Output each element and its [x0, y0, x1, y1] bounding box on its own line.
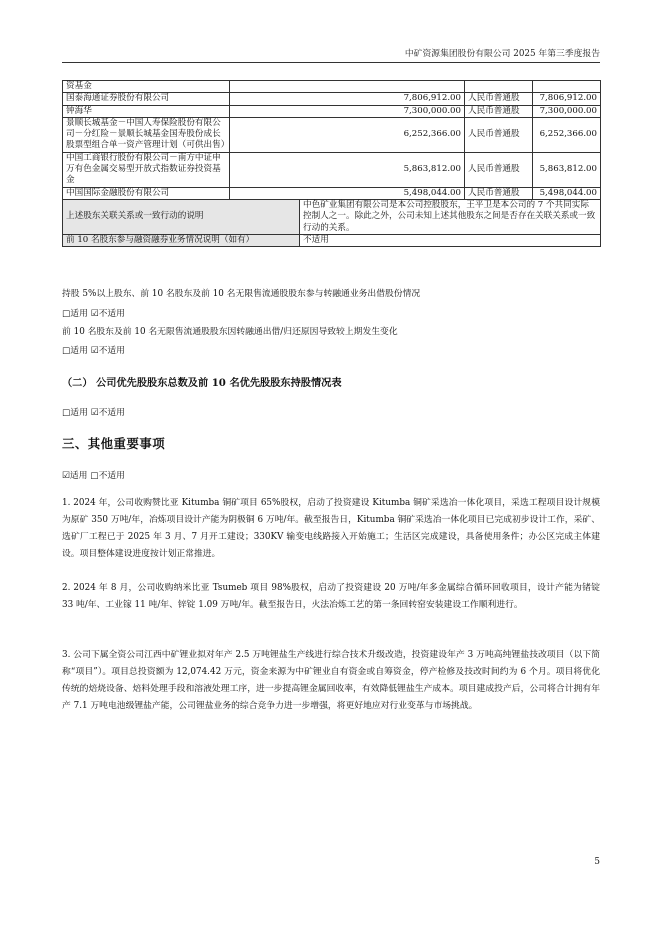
- section-preferred-shareholders-title: （二） 公司优先股股东总数及前 10 名优先股股东持股情况表: [62, 377, 342, 389]
- table-row: [63, 105, 601, 117]
- holder-name: 钟海华: [63, 105, 230, 117]
- holder-shares: 5,498,044.00: [230, 187, 465, 199]
- table-row: [63, 117, 601, 152]
- relation-label: 上述股东关联关系或一致行动的说明: [63, 199, 300, 234]
- change-checkbox-status: □适用 ☑不适用: [62, 346, 125, 356]
- table-row: [63, 187, 601, 199]
- holder-name: 中国国际金融股份有限公司: [63, 187, 230, 199]
- matter-paragraph-2: 2. 2024 年 8 月，公司收购纳米比亚 Tsumeb 项目 98%股权，启动了投资建设 20 万吨/年多金属综合循环回收项目，设计产能为锗锭 33 吨/年、工业镓 11 吨/年、锌锭 1.09 万吨/年。截至报告日，火法冶炼工艺的第一条回转窑安装建设工作顺利进行。: [62, 583, 600, 610]
- header-rule: [62, 62, 600, 63]
- table-row: [63, 152, 601, 187]
- matter-paragraph-1: 1. 2024 年，公司收购赞比亚 Kitumba 铜矿项目 65%股权，启动了投资建设 Kitumba 铜矿采选冶一体化项目，采选工程项目设计规模为原矿 350 万吨/年，冶炼项目设计产能为阴极铜 6 万吨/年。截至报告日，Kitumba 铜矿采选冶一体化项目已完成初步设计工作，采矿、选矿厂工程已于 2025 年 3 月、7 月开工建设；330KV 输变电线路接入开始施工；生活区完成建设，具备使用条件；办公区完成主体建设。项目整体建设进度按计划正常推进。: [62, 498, 600, 559]
- share-type: 人民币普通股: [465, 152, 533, 187]
- holder-name: 中国工商银行股份有限公司－南方中证申万有色金属交易型开放式指数证券投资基金: [63, 152, 230, 187]
- matter-paragraph-3: 3. 公司下属全资公司江西中矿锂业拟对年产 2.5 万吨锂盐生产线进行综合技术升级改造，投资建设年产 3 万吨高纯锂盐技改项目（以下简称“项目”）。项目总投资额为 12,074.42 万元，资金来源为中矿锂业自有资金或自筹资金，停产检修及技改时间约为 6 个月。项目将优化传统的焙烧设备、焙料处理手段和溶液处理工序，进一步提高锂金属回收率，有效降低锂盐生产成本。项目建成投产后，公司将合计拥有年产 7.1 万吨电池级锂盐产能，公司锂盐业务的综合竞争力进一步增强，将更好地应对行业变革与市场挑战。: [62, 650, 600, 711]
- relation-text: 中色矿业集团有限公司是本公司控股股东，王平卫是本公司的 7 个共同实际控制人之一。除此之外，公司未知上述其他股东之间是否存在关联关系或一致行动的关系。: [300, 199, 601, 234]
- page-header-title: 中矿资源集团股份有限公司 2025 年第三季度报告: [404, 49, 600, 59]
- other-matters-checkbox-status: ☑适用 □不适用: [62, 471, 125, 481]
- section-other-matters-title: 三、其他重要事项: [62, 436, 166, 451]
- share-count: [533, 81, 601, 93]
- preferred-checkbox-status: □适用 ☑不适用: [62, 408, 125, 418]
- holder-shares: 7,300,000.00: [230, 105, 465, 117]
- share-count: 5,498,044.00: [533, 187, 601, 199]
- change-title: 前 10 名股东及前 10 名无限售流通股股东因转融通出借/归还原因导致较上期发生变化: [62, 327, 398, 337]
- margin-text: 不适用: [300, 234, 601, 246]
- share-count: 7,806,912.00: [533, 93, 601, 105]
- share-type: [465, 81, 533, 93]
- table-row: [63, 81, 601, 93]
- share-type: 人民币普通股: [465, 93, 533, 105]
- holder-name: 资基金: [63, 81, 230, 93]
- holder-shares: 6,252,366.00: [230, 117, 465, 152]
- share-type: 人民币普通股: [465, 187, 533, 199]
- holder-name: 景顺长城基金－中国人寿保险股份有限公司－分红险－景顺长城基金国寿股份成长股票型组合单一资产管理计划（可供出售）: [63, 117, 230, 152]
- share-type: 人民币普通股: [465, 117, 533, 152]
- holder-shares: 7,806,912.00: [230, 93, 465, 105]
- lending-checkbox-status: □适用 ☑不适用: [62, 309, 125, 319]
- holder-shares: 5,863,812.00: [230, 152, 465, 187]
- table-row: [63, 93, 601, 105]
- lending-title: 持股 5%以上股东、前 10 名股东及前 10 名无限售流通股股东参与转融通业务出借股份情况: [62, 289, 421, 299]
- table-row-relation: [63, 199, 601, 234]
- share-count: 6,252,366.00: [533, 117, 601, 152]
- margin-label: 前 10 名股东参与融资融券业务情况说明（如有）: [63, 234, 300, 246]
- top10-unrestricted-holders-table: [62, 80, 601, 247]
- holder-shares: [230, 81, 465, 93]
- share-type: 人民币普通股: [465, 105, 533, 117]
- share-count: 7,300,000.00: [533, 105, 601, 117]
- holder-name: 国泰海通证券股份有限公司: [63, 93, 230, 105]
- table-row-margin: [63, 234, 601, 246]
- page-number: 5: [594, 857, 600, 867]
- share-count: 5,863,812.00: [533, 152, 601, 187]
